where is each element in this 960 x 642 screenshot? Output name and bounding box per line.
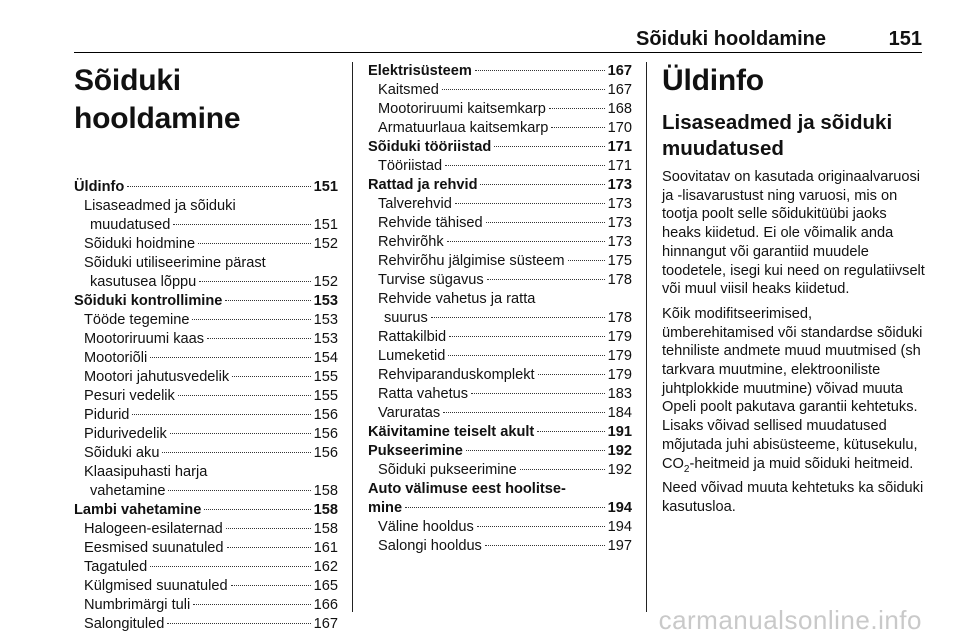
toc-page-number: 197 bbox=[607, 538, 632, 554]
toc-entry-label: Käivitamine teiselt akult bbox=[368, 424, 535, 440]
toc-entry-line2 bbox=[84, 216, 338, 235]
dot-leader bbox=[405, 507, 605, 508]
toc-page-number: 178 bbox=[607, 310, 632, 326]
toc-page-number: 179 bbox=[607, 348, 632, 364]
dot-leader bbox=[192, 319, 310, 320]
toc-entry-label: Mootoriruumi kaas bbox=[84, 331, 205, 347]
dot-leader bbox=[448, 355, 604, 356]
dot-leader bbox=[551, 127, 604, 128]
toc-page-number: 153 bbox=[313, 331, 338, 347]
toc-entry-label: Külgmised suunatuled bbox=[84, 578, 228, 594]
toc-entry-line2 bbox=[84, 273, 338, 292]
toc-entry[interactable] bbox=[368, 157, 632, 176]
toc-entry[interactable] bbox=[74, 311, 338, 330]
toc-entry-label: Rehvirõhu jälgimise süsteem bbox=[378, 253, 565, 269]
toc-entry-line2 bbox=[84, 482, 338, 501]
toc-entry-label: Eesmised suunatuled bbox=[84, 540, 224, 556]
toc-entry[interactable] bbox=[368, 537, 632, 556]
dot-leader bbox=[475, 70, 605, 71]
toc-entry-label: Talverehvid bbox=[378, 196, 452, 212]
toc-entry-label: Rehvide tähised bbox=[378, 215, 483, 231]
dot-leader bbox=[132, 414, 310, 415]
toc-entry-label: Turvise sügavus bbox=[378, 272, 484, 288]
toc-entry[interactable] bbox=[74, 558, 338, 577]
toc-chapter-entry[interactable] bbox=[368, 442, 632, 461]
dot-leader bbox=[486, 222, 605, 223]
toc-entry-label: Mootori jahutusvedelik bbox=[84, 369, 230, 385]
dot-leader bbox=[227, 547, 311, 548]
toc-entry-label: Salongi hooldus bbox=[378, 538, 482, 554]
dot-leader bbox=[162, 452, 310, 453]
toc-entry[interactable] bbox=[368, 404, 632, 423]
toc-page-number: 173 bbox=[607, 215, 632, 231]
toc-page-number: 168 bbox=[607, 101, 632, 117]
toc-entry[interactable] bbox=[368, 366, 632, 385]
toc-entry[interactable] bbox=[74, 463, 338, 501]
toc-page-number: 167 bbox=[607, 82, 632, 98]
dot-leader bbox=[168, 490, 310, 491]
toc-entry-label-line2: muudatused bbox=[90, 217, 171, 233]
toc-page-number: 158 bbox=[313, 502, 338, 518]
toc-entry[interactable] bbox=[74, 444, 338, 463]
toc-page-number: 179 bbox=[607, 367, 632, 383]
dot-leader bbox=[445, 165, 605, 166]
toc-entry-line2 bbox=[368, 499, 632, 518]
toc-chapter-entry[interactable] bbox=[74, 178, 338, 197]
toc-list-2 bbox=[368, 62, 632, 556]
toc-page-number: 171 bbox=[607, 139, 632, 155]
toc-entry-label-line1: Lisaseadmed ja sõiduki bbox=[84, 198, 236, 214]
toc-entry-label: Rattakilbid bbox=[378, 329, 447, 345]
toc-page-number: 178 bbox=[607, 272, 632, 288]
paragraph-2 bbox=[662, 305, 926, 517]
toc-page-number: 183 bbox=[607, 386, 632, 402]
toc-entry[interactable] bbox=[368, 290, 632, 328]
dot-leader bbox=[173, 224, 310, 225]
paragraph-2-part-a: Kõik modifitseerimised, ümberehitamised või standardse sõiduki tehniliste andmete muud muutmised (sh tarkvara muutmine, elektrooniliste juhtplokkide muutmine) võivad muuta Opeli poolt pakutava garantii kehtetuks. Lisaks võivad sellised muudatused mõjutada juhi abisüsteeme, kütusekulu, CO bbox=[662, 305, 923, 472]
toc-entry-label: Üldinfo bbox=[74, 179, 125, 195]
dot-leader bbox=[537, 431, 604, 432]
page-number: 151 bbox=[888, 28, 922, 50]
toc-entry-label: Elektrisüsteem bbox=[368, 63, 472, 79]
toc-entry[interactable] bbox=[368, 119, 632, 138]
toc-page-number: 165 bbox=[313, 578, 338, 594]
toc-entry[interactable] bbox=[368, 518, 632, 537]
toc-entry-label-line2: vahetamine bbox=[90, 483, 166, 499]
toc-page-number: 194 bbox=[607, 519, 632, 535]
toc-page-number: 156 bbox=[313, 426, 338, 442]
toc-page-number: 173 bbox=[607, 177, 632, 193]
toc-entry[interactable] bbox=[368, 252, 632, 271]
toc-entry-label-line2: mine bbox=[368, 500, 403, 516]
chapter-title: Sõiduki hooldamine bbox=[74, 64, 241, 135]
toc-entry[interactable] bbox=[74, 368, 338, 387]
toc-page-number: 156 bbox=[313, 445, 338, 461]
toc-page-number: 173 bbox=[607, 196, 632, 212]
toc-page-number: 167 bbox=[313, 616, 338, 632]
toc-entry-label: Sõiduki kontrollimine bbox=[74, 293, 223, 309]
toc-entry[interactable] bbox=[74, 197, 338, 235]
toc-entry-line2 bbox=[378, 309, 632, 328]
toc-page-number: 192 bbox=[607, 443, 632, 459]
toc-entry[interactable] bbox=[368, 100, 632, 119]
toc-entry[interactable] bbox=[74, 425, 338, 444]
dot-leader bbox=[455, 203, 605, 204]
column-divider-left bbox=[352, 62, 353, 612]
toc-entry-label: Sõiduki pukseerimine bbox=[378, 462, 517, 478]
toc-entry[interactable] bbox=[74, 254, 338, 292]
toc-entry[interactable] bbox=[74, 349, 338, 368]
toc-entry-label: Rattad ja rehvid bbox=[368, 177, 478, 193]
dot-leader bbox=[568, 260, 605, 261]
dot-leader bbox=[199, 281, 310, 282]
toc-entry-label: Väline hooldus bbox=[378, 519, 474, 535]
dot-leader bbox=[466, 450, 605, 451]
toc-chapter-entry[interactable] bbox=[368, 138, 632, 157]
toc-entry[interactable] bbox=[74, 330, 338, 349]
toc-page-number: 170 bbox=[607, 120, 632, 136]
dot-leader bbox=[231, 585, 311, 586]
toc-entry-label: Mootoriruumi kaitsemkarp bbox=[378, 101, 546, 117]
toc-entry-label: Sõiduki tööriistad bbox=[368, 139, 492, 155]
toc-entry-label: Lumeketid bbox=[378, 348, 446, 364]
toc-entry-label-line2: kasutusea lõppu bbox=[90, 274, 197, 290]
paragraph-1: Soovitatav on kasutada originaalvaruosi ja -lisavarustust ning varuosi, mis on tootja poolt selle sõidukitüübi jaoks heaks kiidetud. Ei ole võimalik anda hinnangut või garantiid muudele toodetele, isegi kui need on regulatiivselt või muul viisil heaks kiidetud. bbox=[662, 169, 925, 298]
toc-entry-label: Halogeen-esilaternad bbox=[84, 521, 223, 537]
toc-entry-label: Mootoriõli bbox=[84, 350, 148, 366]
dot-leader bbox=[167, 623, 310, 624]
toc-page-number: 194 bbox=[607, 500, 632, 516]
dot-leader bbox=[170, 433, 311, 434]
toc-entry-label: Rehviparanduskomplekt bbox=[378, 367, 535, 383]
toc-entry-label: Armatuurlaua kaitsemkarp bbox=[378, 120, 549, 136]
toc-page-number: 192 bbox=[607, 462, 632, 478]
toc-entry[interactable] bbox=[74, 235, 338, 254]
toc-page-number: 179 bbox=[607, 329, 632, 345]
toc-page-number: 175 bbox=[607, 253, 632, 269]
dot-leader bbox=[150, 357, 310, 358]
dot-leader bbox=[226, 528, 311, 529]
dot-leader bbox=[538, 374, 605, 375]
toc-page-number: 154 bbox=[313, 350, 338, 366]
toc-page-number: 167 bbox=[607, 63, 632, 79]
dot-leader bbox=[431, 317, 605, 318]
toc-entry[interactable] bbox=[368, 214, 632, 233]
watermark: carmanualsonline.info bbox=[658, 605, 922, 635]
toc-page-number: 155 bbox=[313, 369, 338, 385]
toc-entry[interactable] bbox=[368, 347, 632, 366]
page-header bbox=[74, 26, 922, 53]
toc-entry[interactable] bbox=[74, 596, 338, 615]
section-title: Üldinfo bbox=[662, 64, 764, 97]
column-divider-right bbox=[646, 62, 647, 612]
toc-page-number: 173 bbox=[607, 234, 632, 250]
toc-chapter-entry[interactable] bbox=[74, 292, 338, 311]
dot-leader bbox=[487, 279, 605, 280]
toc-chapter-entry[interactable] bbox=[368, 176, 632, 195]
dot-leader bbox=[494, 146, 604, 147]
toc-chapter-entry[interactable] bbox=[368, 480, 632, 518]
dot-leader bbox=[449, 336, 605, 337]
toc-page-number: 171 bbox=[607, 158, 632, 174]
toc-entry-label-line1: Klaasipuhasti harja bbox=[84, 464, 208, 480]
toc-entry-label: Pesuri vedelik bbox=[84, 388, 175, 404]
toc-page-number: 151 bbox=[313, 179, 338, 195]
toc-entry[interactable] bbox=[74, 539, 338, 558]
toc-chapter-entry[interactable] bbox=[368, 62, 632, 81]
toc-entry-label: Rehvirõhk bbox=[378, 234, 444, 250]
toc-entry-label-line1: Rehvide vahetus ja ratta bbox=[378, 291, 536, 307]
toc-page-number: 158 bbox=[313, 483, 338, 499]
toc-entry-label: Varuratas bbox=[378, 405, 441, 421]
toc-entry-label: Pukseerimine bbox=[368, 443, 463, 459]
toc-entry-label: Tagatuled bbox=[84, 559, 148, 575]
dot-leader bbox=[447, 241, 605, 242]
toc-page-number: 155 bbox=[313, 388, 338, 404]
dot-leader bbox=[225, 300, 310, 301]
toc-page-number: 191 bbox=[607, 424, 632, 440]
toc-entry-label-line1: Auto välimuse eest hoolitse- bbox=[368, 481, 566, 497]
toc-entry-label: Pidurivedelik bbox=[84, 426, 167, 442]
toc-page-number: 166 bbox=[313, 597, 338, 613]
toc-entry-label: Ratta vahetus bbox=[378, 386, 469, 402]
toc-entry-label: Numbrimärgi tuli bbox=[84, 597, 191, 613]
toc-column-2 bbox=[368, 62, 632, 556]
toc-entry[interactable] bbox=[368, 195, 632, 214]
dot-leader bbox=[471, 393, 605, 394]
toc-entry-label: Lambi vahetamine bbox=[74, 502, 202, 518]
dot-leader bbox=[193, 604, 310, 605]
toc-entry-label-line2: suurus bbox=[384, 310, 428, 326]
toc-page-number: 158 bbox=[313, 521, 338, 537]
toc-entry-label: Salongituled bbox=[84, 616, 165, 632]
toc-entry-label: Tööriistad bbox=[378, 158, 443, 174]
toc-entry-label: Sõiduki hoidmine bbox=[84, 236, 196, 252]
dot-leader bbox=[485, 545, 605, 546]
toc-page-number: 161 bbox=[313, 540, 338, 556]
toc-entry[interactable] bbox=[368, 328, 632, 347]
toc-entry[interactable] bbox=[368, 271, 632, 290]
dot-leader bbox=[127, 186, 310, 187]
subsection-heading: Lisaseadmed ja sõiduki muudatused bbox=[662, 111, 893, 160]
dot-leader bbox=[207, 338, 311, 339]
toc-page-number: 152 bbox=[313, 274, 338, 290]
dot-leader bbox=[204, 509, 310, 510]
toc-page-number: 156 bbox=[313, 407, 338, 423]
toc-page-number: 151 bbox=[313, 217, 338, 233]
toc-entry[interactable] bbox=[368, 81, 632, 100]
toc-page-number: 162 bbox=[313, 559, 338, 575]
toc-entry-label: Kaitsmed bbox=[378, 82, 439, 98]
toc-chapter-entry[interactable] bbox=[368, 423, 632, 442]
toc-entry-label: Tööde tegemine bbox=[84, 312, 190, 328]
toc-chapter-entry[interactable] bbox=[74, 501, 338, 520]
toc-entry[interactable] bbox=[74, 406, 338, 425]
toc-entry-label: Pidurid bbox=[84, 407, 130, 423]
toc-entry[interactable] bbox=[368, 461, 632, 480]
dot-leader bbox=[442, 89, 605, 90]
toc-entry[interactable] bbox=[74, 577, 338, 596]
dot-leader bbox=[150, 566, 310, 567]
toc-list-1 bbox=[74, 178, 338, 634]
toc-entry[interactable] bbox=[74, 387, 338, 406]
toc-entry[interactable] bbox=[74, 615, 338, 634]
toc-page-number: 153 bbox=[313, 293, 338, 309]
dot-leader bbox=[480, 184, 604, 185]
body-column bbox=[662, 62, 926, 523]
dot-leader bbox=[198, 243, 310, 244]
dot-leader bbox=[477, 526, 605, 527]
toc-entry-label: Sõiduki aku bbox=[84, 445, 160, 461]
dot-leader bbox=[443, 412, 604, 413]
toc-page-number: 184 bbox=[607, 405, 632, 421]
toc-entry[interactable] bbox=[368, 233, 632, 252]
toc-page-number: 152 bbox=[313, 236, 338, 252]
dot-leader bbox=[232, 376, 310, 377]
dot-leader bbox=[178, 395, 311, 396]
dot-leader bbox=[549, 108, 605, 109]
toc-entry[interactable] bbox=[74, 520, 338, 539]
toc-page-number: 153 bbox=[313, 312, 338, 328]
running-title: Sõiduki hooldamine bbox=[635, 28, 826, 50]
paragraph-2-part-b: -heitmeid ja muid sõiduki heitmeid. Need võivad muuta kehtetuks ka sõiduki kasutusloa. bbox=[662, 455, 924, 515]
dot-leader bbox=[520, 469, 605, 470]
toc-entry-label-line1: Sõiduki utiliseerimine pärast bbox=[84, 255, 266, 271]
toc-entry[interactable] bbox=[368, 385, 632, 404]
toc-column-1 bbox=[74, 62, 338, 634]
co2-subscript: 2 bbox=[683, 463, 690, 475]
